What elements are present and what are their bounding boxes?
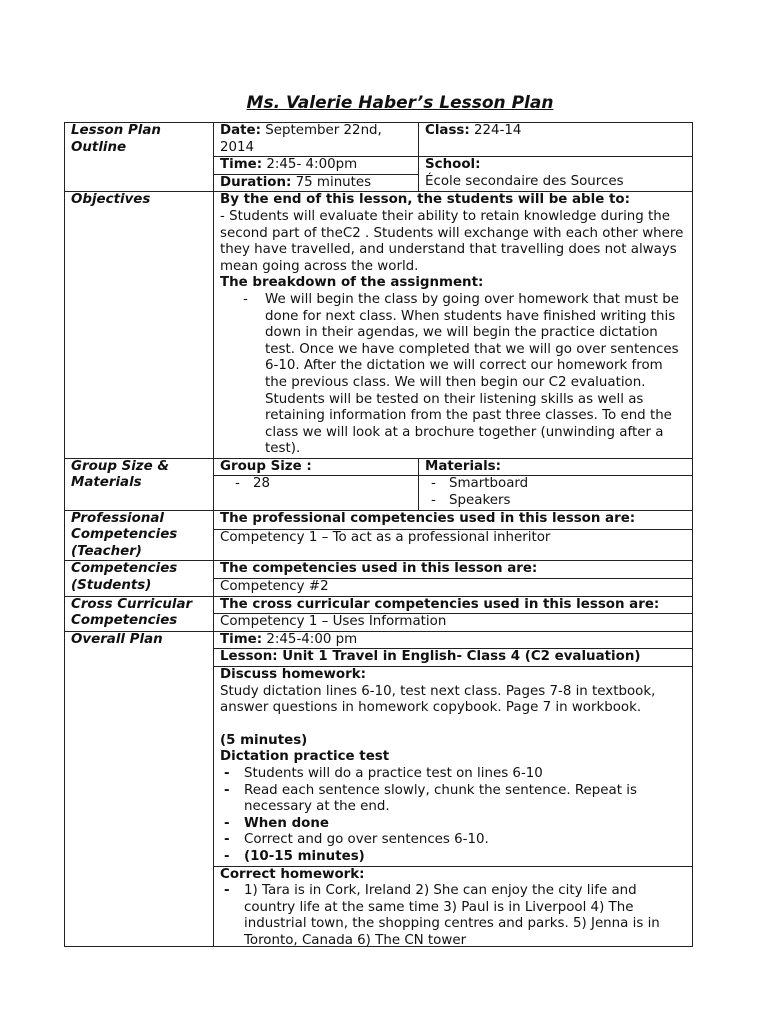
school-value: École secondaire des Sources xyxy=(425,173,624,189)
group-row-1 xyxy=(65,458,693,476)
correct-item: - 1) Tara is in Cork, Ireland 2) She can enjoy the city life and country life at the same time 3) Paul is in Liverpool 4) The industrial town, the shopping centres and parks. 5) Jenna is in Toronto, Canada 6) The CN tower xyxy=(244,883,686,946)
spacer xyxy=(220,717,686,733)
homework-heading: Discuss homework: xyxy=(220,667,366,682)
document-title: Ms. Valerie Haber’s Lesson Plan xyxy=(246,93,554,113)
cross-row-1 xyxy=(65,596,693,614)
overall-time-value: 2:45-4:00 pm xyxy=(262,631,358,647)
breakdown-item: - We will begin the class by going over homework that must be done for next class. When students have finished writing this down in their agendas, we will begin the practice dictation test. Once we have completed that we will go over sentences 6-10. After the dictation we will correct our homework from the previous class. We will then begin our C2 evaluation. Students will be tested on their listening skills as well as retaining information from the past three classes. To end the class we will look at a brochure together (unwinding after a test). xyxy=(265,292,686,458)
class-value: 224-14 xyxy=(469,123,522,138)
outline-label: Lesson Plan Outline xyxy=(65,123,214,192)
breakdown-heading: The breakdown of the assignment: xyxy=(220,275,484,291)
dictation-item: - Correct and go over sentences 6-10. xyxy=(244,832,686,849)
material-item: - Smartboard xyxy=(449,476,686,493)
time-value: 2:45- 4:00pm xyxy=(262,157,358,173)
dictation-item: - Students will do a practice test on lines 6-10 xyxy=(244,766,686,783)
objectives-label: Objectives xyxy=(65,192,214,459)
breakdown-list xyxy=(220,292,686,458)
students-heading: The competencies used in this lesson are: xyxy=(214,561,693,579)
overall-time-cell xyxy=(214,631,693,649)
dictation-item: - Read each sentence slowly, chunk the sentence. Repeat is necessary at the end. xyxy=(244,783,686,816)
students-label: Competencies (Students) xyxy=(65,561,214,596)
outline-row-1 xyxy=(65,123,693,157)
objectives-text: - Students will evaluate their ability to retain knowledge during the second part of theC2 . Students will exchange with each other where they have travelled, and understand that travelling does not always mean going across the world. xyxy=(220,208,684,274)
time-label: Time: xyxy=(220,157,263,173)
group-size-heading: Group Size : xyxy=(214,458,419,476)
class-label: Class: xyxy=(425,123,470,138)
professional-value: Competency 1 – To act as a professional inheritor xyxy=(214,530,693,561)
dictation-item: - When done xyxy=(244,816,686,833)
duration-cell xyxy=(214,174,419,192)
school-label: School: xyxy=(425,157,481,173)
group-size-cell xyxy=(214,476,419,510)
professional-row-1 xyxy=(65,510,693,530)
materials-cell xyxy=(419,476,693,510)
overall-row-1 xyxy=(65,631,693,649)
correct-clip xyxy=(220,883,686,946)
overall-time-label: Time: xyxy=(220,631,263,647)
lesson-plan-table xyxy=(64,122,693,947)
school-cell xyxy=(419,157,693,192)
group-label: Group Size & Materials xyxy=(65,458,214,510)
dictation-list xyxy=(220,766,686,866)
objectives-heading: By the end of this lesson, the students will be able to: xyxy=(220,192,630,208)
cross-label: Cross Curricular Competencies xyxy=(65,596,214,631)
homework-text: Study dictation lines 6-10, test next class. Pages 7-8 in textbook, answer questions in homework copybook. Page 7 in workbook. xyxy=(220,683,656,716)
correct-homework-cell xyxy=(214,866,693,947)
professional-label: Professional Competencies (Teacher) xyxy=(65,510,214,561)
dictation-item: - (10-15 minutes) xyxy=(244,849,686,866)
materials-list xyxy=(425,476,686,509)
objectives-cell xyxy=(214,192,693,459)
cross-value: Competency 1 – Uses Information xyxy=(214,614,693,632)
date-label: Date: xyxy=(220,123,261,138)
date-cell xyxy=(214,123,419,157)
correct-list xyxy=(220,883,686,946)
five-minutes-label: (5 minutes) xyxy=(220,732,308,748)
time-cell xyxy=(214,157,419,175)
correct-heading: Correct homework: xyxy=(220,866,365,882)
duration-label: Duration: xyxy=(220,174,292,190)
date-value: September 22nd, 2014 xyxy=(220,123,382,155)
class-cell xyxy=(419,123,693,157)
students-value: Competency #2 xyxy=(214,579,693,597)
material-item: - Speakers xyxy=(449,493,686,510)
students-row-1 xyxy=(65,561,693,579)
professional-heading: The professional competencies used in this lesson are: xyxy=(214,510,693,530)
dictation-heading: Dictation practice test xyxy=(220,749,390,765)
objectives-row xyxy=(65,192,693,459)
lesson-title: Lesson: Unit 1 Travel in English- Class 4 (C2 evaluation) xyxy=(214,649,693,667)
cross-heading: The cross curricular competencies used in this lesson are: xyxy=(214,596,693,614)
duration-value: 75 minutes xyxy=(291,174,372,190)
group-size-list xyxy=(220,476,412,493)
materials-heading: Materials: xyxy=(419,458,693,476)
overall-label: Overall Plan xyxy=(65,631,214,946)
overall-activities-cell xyxy=(214,667,693,867)
group-size-value: - 28 xyxy=(253,476,412,493)
